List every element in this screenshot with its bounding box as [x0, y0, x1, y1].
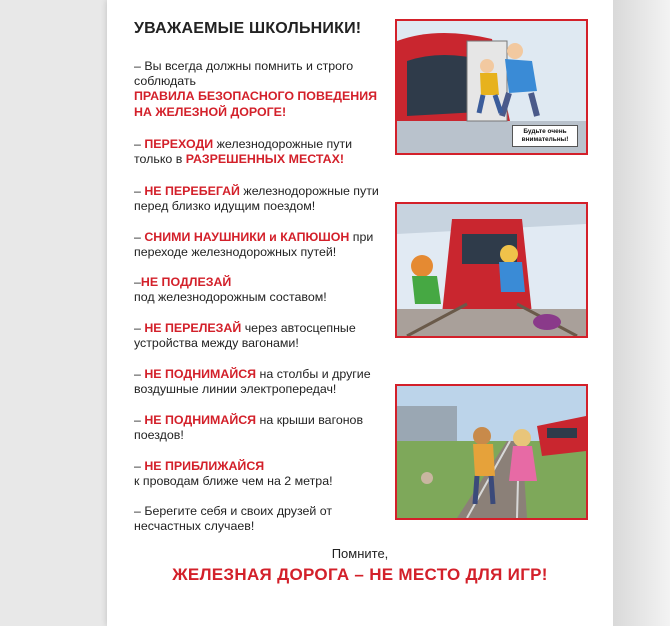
rule-text: – Берегите себя и своих друзей от несчастных случаев!: [134, 504, 333, 534]
rule-item-9: [134, 459, 389, 489]
rule-prefix: –: [134, 459, 145, 473]
rule-highlight: СНИМИ НАУШНИКИ и КАПЮШОН: [144, 230, 350, 244]
rule-highlight: НЕ ПОДНИМАЙСЯ: [144, 413, 257, 427]
rule-text: железнодорожные пути перед близко идущим поездом!: [134, 184, 379, 214]
rule-highlight-2: РАЗРЕШЕННЫХ МЕСТАХ!: [185, 152, 344, 167]
rule-prefix: –: [134, 230, 145, 244]
rule-text: под железнодорожным составом!: [134, 290, 327, 305]
rule-prefix: –: [134, 367, 145, 381]
rule-text: при переходе железнодорожных путей!: [134, 230, 374, 260]
rule-prefix: –: [134, 275, 141, 289]
rule-text: через автосцепные устройства между вагонами!: [134, 321, 356, 351]
page-margin-shadow: [613, 0, 670, 626]
illustration-tracks-pull: [395, 202, 588, 338]
rule-text: на столбы и другие воздушные линии электропередач!: [134, 367, 371, 397]
rule-item-4: [134, 230, 389, 260]
illustration-train-door: [395, 19, 588, 155]
rule-item-10: [134, 504, 389, 534]
rule-text: на крыши вагонов поездов!: [134, 413, 364, 443]
rule-prefix: –: [134, 413, 145, 427]
warning-sign: Будьте очень внимательны!: [512, 125, 578, 147]
rule-highlight: НЕ ПЕРЕЛЕЗАЙ: [144, 321, 242, 335]
rule-text: – Вы всегда должны помнить и строго соблюдать: [134, 59, 354, 89]
rule-prefix: –: [134, 184, 145, 198]
page-title: УВАЖАЕМЫЕ ШКОЛЬНИКИ!: [134, 20, 362, 37]
rule-text: к проводам ближе чем на 2 метра!: [134, 474, 333, 489]
rule-highlight: ПЕРЕХОДИ: [144, 137, 214, 151]
rule-highlight: НЕ ПЕРЕБЕГАЙ: [144, 184, 240, 198]
rule-highlight: ПРАВИЛА БЕЗОПАСНОГО ПОВЕДЕНИЯ НА ЖЕЛЕЗНОЙ ДОРОГЕ!: [134, 89, 378, 119]
rule-item-2: [134, 137, 389, 167]
rule-prefix: –: [134, 321, 145, 335]
rule-text: железнодорожные пути только в: [134, 137, 353, 167]
walking-rails-drawing: [397, 386, 586, 518]
rule-item-7: [134, 367, 389, 397]
rule-item-1: [134, 59, 389, 120]
rule-highlight: НЕ ПОДЛЕЗАЙ: [140, 275, 232, 289]
closing-slogan: ЖЕЛЕЗНАЯ ДОРОГА – НЕ МЕСТО ДЛЯ ИГР!: [172, 565, 548, 584]
tracks-pull-drawing: [397, 204, 586, 336]
rule-item-5: [134, 275, 389, 305]
rule-highlight: НЕ ПРИБЛИЖАЙСЯ: [144, 459, 265, 473]
illustration-walking-rails: [395, 384, 588, 520]
rule-item-6: [134, 321, 389, 351]
rule-item-8: [134, 413, 389, 443]
rule-item-3: [134, 184, 389, 214]
closing-line-1: Помните,: [331, 546, 389, 561]
rule-highlight: НЕ ПОДНИМАЙСЯ: [144, 367, 257, 381]
rule-prefix: –: [134, 137, 145, 151]
